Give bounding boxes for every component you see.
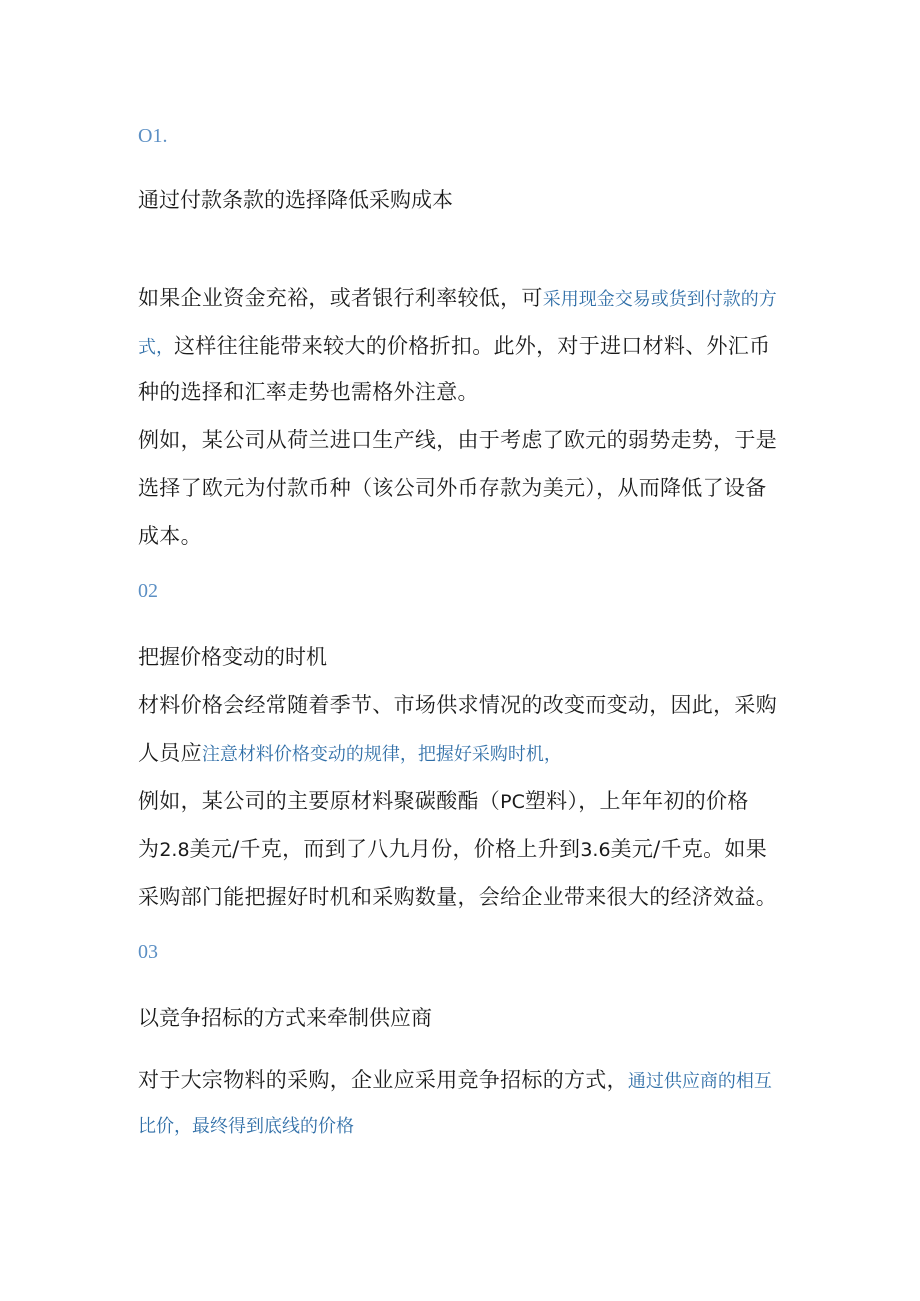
highlighted-text: 通过供应商的相互 <box>627 1071 772 1092</box>
paragraph-line <box>138 522 202 550</box>
text-run: 美元/千克，而到了八九月份，价格上升到 <box>189 837 581 861</box>
highlighted-text: 比价，最终得到底线的价格 <box>138 1116 354 1137</box>
text-run: 如果企业资金充裕，或者银行利率较低，可 <box>138 286 543 310</box>
text-run: 材料价格会经常随着季节、市场供求情况的改变而变动，因此，采购 <box>138 693 777 717</box>
latin-text: PC <box>500 791 525 813</box>
paragraph-line <box>138 332 770 362</box>
section-title: 通过付款条款的选择降低采购成本 <box>138 188 453 212</box>
paragraph-line <box>138 378 479 406</box>
text-run: 选择了欧元为付款币种（该公司外币存款为美元），从而降低了设备 <box>138 476 767 500</box>
text-run: 塑料），上年年初的价格 <box>524 789 749 813</box>
highlighted-text: 注意材料价格变动的规律，把握好采购时机， <box>201 744 562 765</box>
paragraph-line <box>138 835 767 864</box>
paragraph-line <box>138 284 777 314</box>
text-run: 例如，某公司的主要原材料聚碳酸酯（ <box>138 789 501 813</box>
highlighted-text: 式， <box>138 337 174 358</box>
latin-text: 2.8 <box>159 839 190 861</box>
text-run: 这样往往能带来较大的价格折扣。此外，对于进口材料、外汇币 <box>174 334 771 358</box>
text-run: 美元/千克。如果 <box>610 837 768 861</box>
text-run: 对于大宗物料的采购，企业应采用竞争招标的方式， <box>138 1068 628 1092</box>
text-run: 成本。 <box>138 524 202 548</box>
paragraph-line <box>138 1066 772 1096</box>
section-title: 把握价格变动的时机 <box>138 645 327 669</box>
paragraph-line <box>138 1111 354 1141</box>
latin-text: 3.6 <box>580 839 611 861</box>
text-run: 例如，某公司从荷兰进口生产线，由于考虑了欧元的弱势走势，于是 <box>138 428 777 452</box>
text-run: 人员应 <box>138 741 202 765</box>
text-run: 种的选择和汇率走势也需格外注意。 <box>138 380 479 404</box>
text-run: 为 <box>138 837 160 861</box>
paragraph-line <box>138 739 562 769</box>
highlighted-text: 采用现金交易或货到付款的方 <box>542 289 777 310</box>
section-number: O1. <box>138 125 168 147</box>
paragraph-line <box>138 691 777 719</box>
text-run: 采购部门能把握好时机和采购数量，会给企业带来很大的经济效益。 <box>138 885 777 909</box>
section-number: 02 <box>138 580 158 602</box>
paragraph-line <box>138 474 767 502</box>
section-number: 03 <box>138 941 158 963</box>
paragraph-line <box>138 883 777 911</box>
paragraph-line <box>138 787 749 816</box>
section-title: 以竞争招标的方式来牵制供应商 <box>138 1006 432 1030</box>
paragraph-line <box>138 426 777 454</box>
